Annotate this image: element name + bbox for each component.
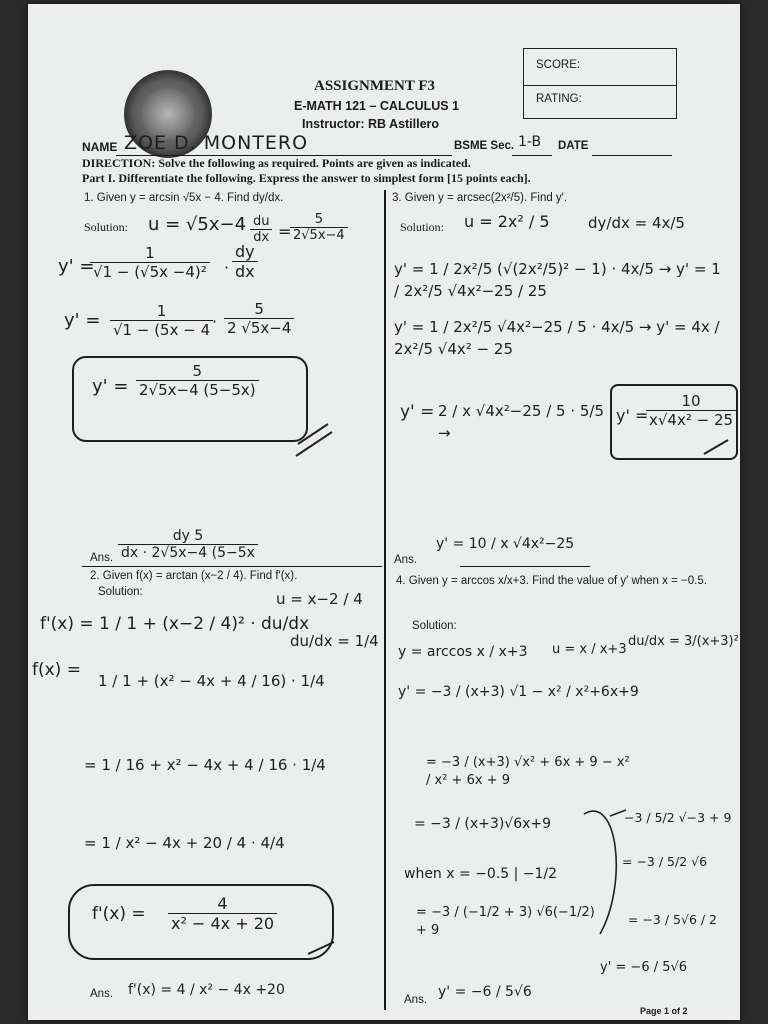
- p4-line1: y = arccos x / x+3: [398, 644, 528, 660]
- p2-step3: = 1 / 16 + x² − 4x + 4 / 16 · 1/4: [84, 756, 326, 774]
- p2-step2: 1 / 1 + (x² − 4x + 4 / 16) · 1/4: [98, 672, 325, 690]
- direction-text: DIRECTION: Solve the following as required. Points are given as indicated.: [82, 156, 471, 170]
- p3-final-lhs: y' =: [616, 406, 649, 425]
- rating-label: RATING:: [536, 93, 582, 105]
- problem-2-solution-label: Solution:: [98, 586, 143, 598]
- assignment-title: ASSIGNMENT F3: [314, 78, 435, 94]
- p2-sub-u: u = x−2 / 4: [276, 590, 363, 608]
- p3-sub-du: dy/dx = 4x/5: [588, 214, 685, 232]
- p1-final-lhs: y' =: [92, 376, 129, 397]
- assignment-sheet: ASSIGNMENT F3 E-MATH 121 – CALCULUS 1 Instructor: RB Astillero SCORE: RATING: NAME ZOE D. MONTERO BSME Sec. 1-B DATE DIRECTION: Solve the following as required. Points are given as indicated. Part I. Differentiate the following. Express the answer to simplest form [15 points each]. 1. Given y = arcsin √5x − 4. Find dy/dx. Solution: u = √5x−4 $\frac{du}{dx}$ = $\frac{5}{2√5x-4}$ y' = $\frac{1}{\text{√1 − (√5x −4)²}}$ · $\frac{dy}{dx}$ y' = $\frac{1}{√1 - (5x - 4}$ · $\frac{5}{2 √5x-4}$ y' = $\frac{5}{2√5x-4 (5-5x)}$ Ans. $\frac{dy 5}{dx \cdot 2√5x-4 (5-5x}$ 3. Given y = arcsec(2x²/5). Find y′. Solution: u = 2x² / 5 dy/dx = 4x/5 y' = 1 / 2x²/5 (√(2x²/5)² − 1) · 4x/5 → y' = 1 / 2x²/5 √4x²−25 / 25 y' = 1 / 2x²/5 √4x²−25 / 5 · 4x/5 → y' = 4x / 2x²/5 √4x² − 25 y' = 2 / x √4x²−25 / 5 · 5/5 → y' = $\frac{10}{\text{x√4x² − 25}}$ Ans. y' = 10 / x √4x²−25 2. Given f(x) = arctan (x−2 / 4). Find f′(x). Solution: u = x−2 / 4 du/dx = 1/4 f'(x) = 1 / 1 + (x−2 / 4)² · du/dx f(x) = 1 / 1 + (x² − 4x + 4 / 16) · 1/4 = 1 / 16 + x² − 4x + 4 / 16 · 1/4 = 1 / x² − 4x + 20 / 4 · 4/4 f'(x) = $\frac{4}{\text{x² − 4x + 20}}$ Ans. f'(x) = 4 / x² − 4x +20 4. Given y = arccos x/x+3. Find the value of y′ when x = −0.5. Solution: y = arccos x / x+3 u = x / x+3 du/dx = 3/(x+3)² y' = −3 / (x+3) √1 − x² / x²+6x+9 = −3 / (x+3) √x² + 6x + 9 − x² / x² + 6x + 9 = −3 / (x+3)√6x+9 when x = −0.5 | −1/2 = −3 / (−1/2 + 3) √6(−1/2) + 9 −3 / 5/2 √−3 + 9 = −3 / 5/2 √6 = −3 / 5√6 / 2 y' = −6 / 5√6 Ans. y' = −6 / 5√6 Page 1 of 2: [28, 4, 740, 1020]
- p2-final-lhs: f'(x) =: [92, 904, 146, 924]
- p4-line2: y' = −3 / (x+3) √1 − x² / x²+6x+9: [398, 684, 639, 700]
- p4-sub-u: u = x / x+3: [552, 642, 627, 657]
- p3-ans-value: y' = 10 / x √4x²−25: [436, 536, 575, 552]
- p1-final-frac: $\frac{5}{2√5x-4 (5-5x)}$: [136, 362, 259, 399]
- section-value: 1-B: [518, 134, 542, 150]
- problem-1-prompt: 1. Given y = arcsin √5x − 4. Find dy/dx.: [84, 192, 284, 204]
- p3-sub-u: u = 2x² / 5: [464, 212, 550, 231]
- p1-du-rhs: $\frac{5}{2√5x-4}$: [290, 212, 348, 243]
- score-label: SCORE:: [536, 59, 581, 71]
- course-title: E-MATH 121 – CALCULUS 1: [294, 99, 460, 113]
- p3-ans-label: Ans.: [394, 554, 418, 566]
- date-label: DATE: [558, 140, 589, 152]
- p4-line5: when x = −0.5 | −1/2: [404, 866, 558, 882]
- problem-1-solution-label: Solution:: [84, 220, 129, 234]
- p4-side2: = −3 / 5/2 √6: [622, 854, 708, 869]
- p4-line4: = −3 / (x+3)√6x+9: [414, 816, 552, 832]
- p3-step3: 2 / x √4x²−25 / 5 · 5/5 →: [438, 402, 605, 442]
- p1-ans-value: $\frac{dy 5}{dx \cdot 2√5x-4 (5-5x}$: [118, 528, 258, 561]
- p4-side4: y' = −6 / 5√6: [600, 960, 688, 975]
- p4-ans-label: Ans.: [404, 994, 428, 1006]
- p3-step2: y' = 1 / 2x²/5 √4x²−25 / 5 · 4x/5 → y' = 4x / 2x²/5 √4x² − 25: [394, 318, 720, 358]
- p2-ans-value: f'(x) = 4 / x² − 4x +20: [128, 982, 285, 998]
- p3-step1: y' = 1 / 2x²/5 (√(2x²/5)² − 1) · 4x/5 → y' = 1 / 2x²/5 √4x²−25 / 25: [394, 260, 721, 300]
- p2-step2-lhs: f(x) =: [32, 660, 81, 680]
- p4-line3: = −3 / (x+3) √x² + 6x + 9 − x² / x² + 6x + 9: [426, 755, 630, 788]
- name-label: NAME: [82, 140, 118, 154]
- name-value: ZOE D. MONTERO: [124, 132, 309, 154]
- p4-line6: = −3 / (−1/2 + 3) √6(−1/2) + 9: [416, 905, 595, 938]
- p2-step4: = 1 / x² − 4x + 20 / 4 · 4/4: [84, 834, 285, 852]
- p1-du-dx: $\frac{du}{dx}$: [250, 214, 273, 245]
- p1-sub-u: u = √5x−4: [148, 214, 247, 235]
- problem-4-solution-label: Solution:: [412, 620, 457, 632]
- problem-2-prompt: 2. Given f(x) = arctan (x−2 / 4). Find f′(x).: [90, 570, 298, 582]
- p1-step2-frac: $\frac{1}{√1 - (5x - 4}$: [110, 302, 213, 339]
- p1-step2-frac2: $\frac{5}{2 √5x-4}$: [224, 300, 294, 337]
- p1-step1-dydx: $\frac{dy}{dx}$: [232, 242, 258, 281]
- p2-step1: f'(x) = 1 / 1 + (x−2 / 4)² · du/dx: [40, 614, 310, 634]
- p4-side1: −3 / 5/2 √−3 + 9: [624, 810, 732, 825]
- page-number: Page 1 of 2: [640, 1006, 688, 1016]
- p4-sub-du: du/dx = 3/(x+3)²: [628, 634, 739, 649]
- problem-3-prompt: 3. Given y = arcsec(2x²/5). Find y′.: [392, 192, 568, 204]
- part-instruction: Part I. Differentiate the following. Express the answer to simplest form [15 points each].: [82, 171, 531, 185]
- p2-final-frac: $\frac{4}{\text{x² − 4x + 20}}$: [168, 894, 277, 933]
- section-label: BSME Sec.: [454, 140, 515, 152]
- problem-3-solution-label: Solution:: [400, 220, 445, 234]
- p1-ans-label: Ans.: [90, 552, 114, 564]
- p4-side3: = −3 / 5√6 / 2: [628, 912, 718, 927]
- instructor-line: Instructor: RB Astillero: [302, 117, 440, 131]
- p3-step3-lhs: y' =: [400, 402, 435, 422]
- problem-4-prompt: 4. Given y = arccos x/x+3. Find the value of y′ when x = −0.5.: [396, 575, 707, 587]
- p1-step2-lhs: y' =: [64, 310, 101, 331]
- p1-step1-frac: $\frac{1}{\text{√1 − (√5x −4)²}}$: [90, 244, 210, 281]
- p2-sub-du: du/dx = 1/4: [290, 632, 379, 650]
- handwriting-strokes: [28, 4, 740, 1020]
- p4-ans-value: y' = −6 / 5√6: [438, 984, 532, 1000]
- p3-final-frac: $\frac{10}{\text{x√4x² − 25}}$: [646, 392, 736, 429]
- p1-step1-lhs: y' =: [58, 256, 95, 277]
- p2-ans-label: Ans.: [90, 988, 114, 1000]
